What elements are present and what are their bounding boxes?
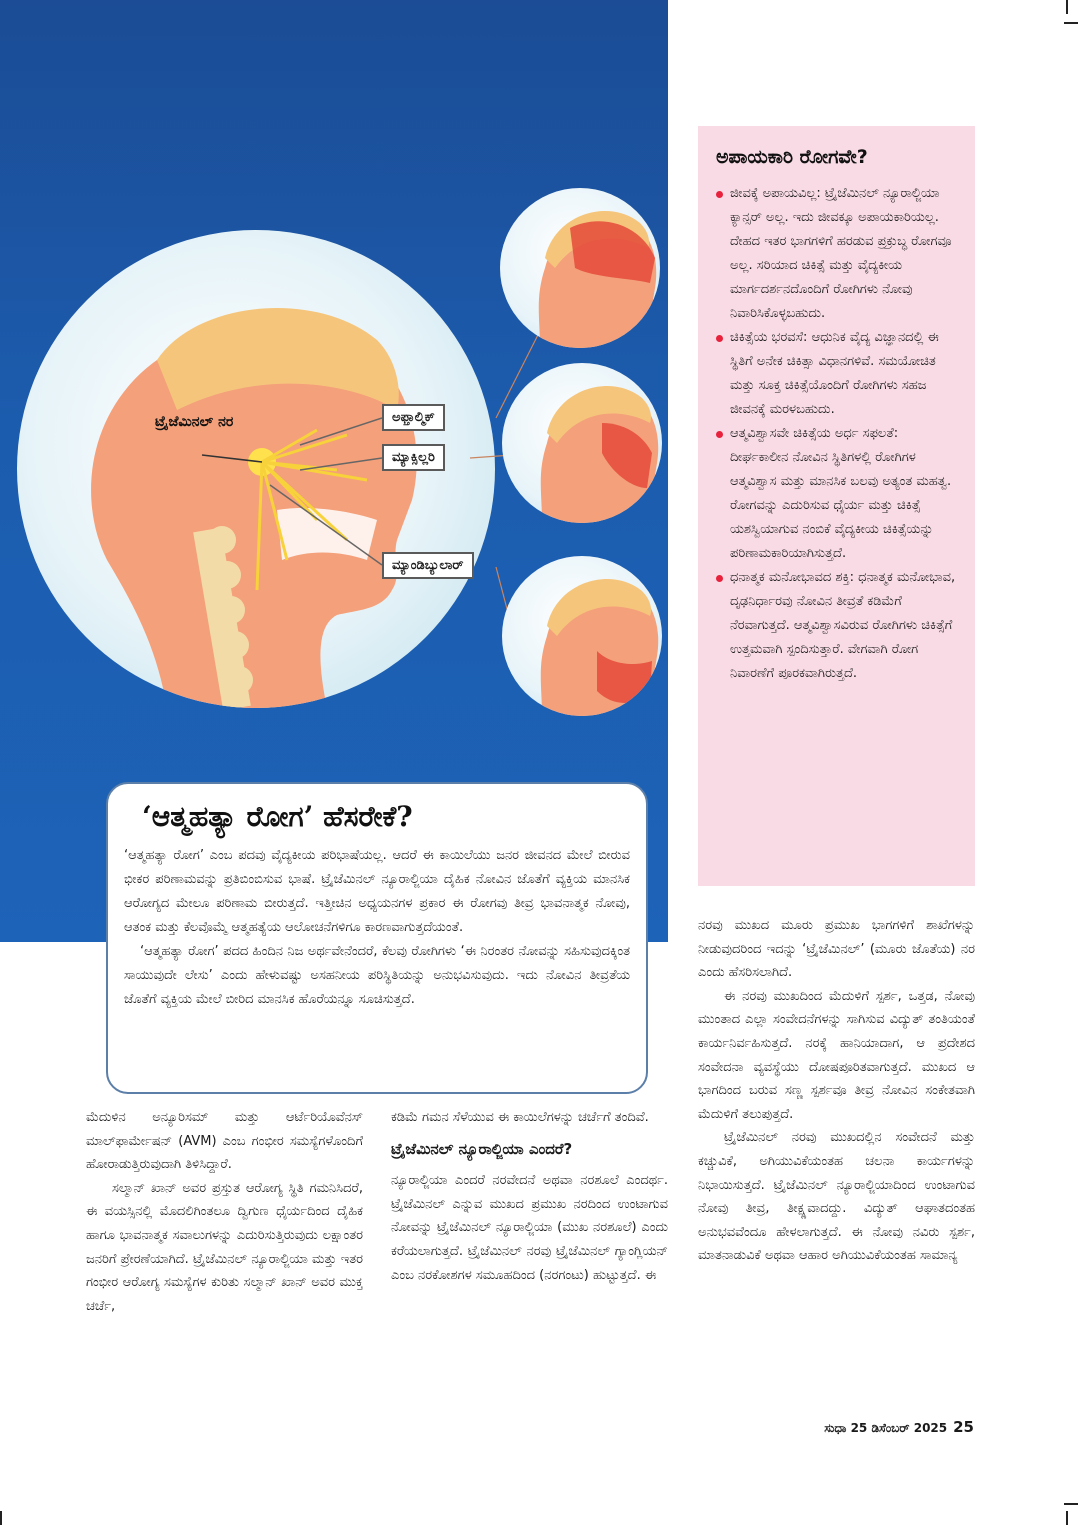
sidebar-item: ಜೀವಕ್ಕೆ ಅಪಾಯವಿಲ್ಲ: ಟ್ರೈಜೆಮಿನಲ್ ನ್ಯೂರಾಲ್ಜಿಯಾ ಕ್ಯಾನ್ಸರ್ ಅಲ್ಲ. ಇದು ಜೀವಕ್ಕೂ ಅಪಾಯಕಾರಿಯಲ್ಲ. ದೇಹದ ಇತರ ಭಾಗಗಳಿಗೆ ಹರಡುವ ಪ್ರಕ್ರುಬ್ಧ ರೋಗವೂ ಅಲ್ಲ. ಸರಿಯಾದ ಚಿಕಿತ್ಸೆ ಮತ್ತು ವೈದ್ಯಕೀಯ ಮಾರ್ಗದರ್ಶನದೊಂದಿಗೆ ರೋಗಿಗಳು ನೋವು ನಿವಾರಿಸಿಕೊಳ್ಳಬಹುದು. (716, 182, 957, 326)
nerve-label: ಟ್ರೈಜೆಮಿನಲ್ ನರ (155, 414, 234, 430)
sidebar-title: ಅಪಾಯಕಾರಿ ರೋಗವೇ? (716, 146, 868, 168)
crop-mark (1064, 1503, 1078, 1505)
suicide-disease-box (106, 782, 648, 1094)
article-paragraph: ಟ್ರೈಜೆಮಿನಲ್ ನರವು ಮುಖದಲ್ಲಿನ ಸಂವೇದನೆ ಮತ್ತು ಕಚ್ಚುವಿಕೆ, ಅಗಿಯುವಿಕೆಯಂತಹ ಚಲನಾ ಕಾರ್ಯಗಳನ್ನು ನಿಭಾಯಿಸುತ್ತದೆ. ಟ್ರೈಜೆಮಿನಲ್ ನ್ಯೂರಾಲ್ಜಿಯಾದಿಂದ ಉಂಟಾಗುವ ನೋವು ತೀವ್ರ, ತೀಕ್ಷ್ಣವಾದದ್ದು. ವಿದ್ಯುತ್ ಆಘಾತದಂತಹ ಅನುಭವವೆಂದೂ ಹೇಳಲಾಗುತ್ತದೆ. ಈ ನೋವು ನವಿರು ಸ್ಪರ್ಶ, ಮಾತನಾಡುವಿಕೆ ಅಥವಾ ಆಹಾರ ಅಗಿಯುವಿಕೆಯಂತಹ ಸಾಮಾನ್ಯ (698, 1130, 975, 1264)
danger-sidebar (698, 126, 975, 886)
crop-mark (1066, 1511, 1068, 1525)
article-paragraph: ಮೆದುಳಿನ ಅನ್ಯೂರಿಸಮ್ ಮತ್ತು ಆರ್ಟೆರಿಯೊವೆನಸ್ ಮಾಲ್‌ಫಾರ್ಮೇಷನ್ (AVM) ಎಂಬ ಗಂಭೀರ ಸಮಸ್ಯೆಗಳೊಂದಿಗೆ ಹೋರಾಡುತ್ತಿರುವುದಾಗಿ ತಿಳಿಸಿದ್ದಾರೆ. (86, 1110, 363, 1173)
crop-mark (1064, 22, 1078, 24)
callout-mandibular: ಮ್ಯಾಂಡಿಬ್ಯುಲಾರ್ (382, 552, 474, 579)
article-paragraph: ಈ ನರವು ಮುಖದಿಂದ ಮೆದುಳಿಗೆ ಸ್ಪರ್ಶ, ಒತ್ತಡ, ನೋವು ಮುಂತಾದ ಎಲ್ಲಾ ಸಂವೇದನೆಗಳನ್ನು ಸಾಗಿಸುವ ವಿದ್ಯುತ್ ತಂತಿಯಂತೆ ಕಾರ್ಯನಿರ್ವಹಿಸುತ್ತದೆ. ನರಕ್ಕೆ ಹಾನಿಯಾದಾಗ, ಆ ಪ್ರದೇಶದ ಸಂವೇದನಾ ವ್ಯವಸ್ಥೆಯು ದೋಷಪೂರಿತವಾಗುತ್ತದೆ. ಮುಖದ ಆ ಭಾಗದಿಂದ ಬರುವ ಸಣ್ಣ ಸ್ಪರ್ಶವೂ ತೀವ್ರ ನೋವಿನ ಸಂಕೇತವಾಗಿ ಮೆದುಳಿಗೆ ತಲುಪುತ್ತದೆ. (698, 988, 975, 1122)
section-heading: ಟ್ರೈಜೆಮಿನಲ್ ನ್ಯೂರಾಲ್ಜಿಯಾ ಎಂದರೆ? (391, 1139, 573, 1158)
ophthalmic-region-illustration (500, 188, 660, 348)
article-paragraph: ಸಲ್ಮಾನ್ ಖಾನ್ ಅವರ ಪ್ರಸ್ತುತ ಆರೋಗ್ಯ ಸ್ಥಿತಿ ಗಮನಿಸಿದರೆ, ಈ ವಯಸ್ಸಿನಲ್ಲಿ ಮೊದಲಿಗಿಂತಲೂ ದ್ವಿಗುಣ ಧೈರ್ಯದಿಂದ ದೈಹಿಕ ಹಾಗೂ ಭಾವನಾತ್ಮಕ ಸವಾಲುಗಳನ್ನು ಎದುರಿಸುತ್ತಿರುವುದು ಲಕ್ಷಾಂತರ ಜನರಿಗೆ ಪ್ರೇರಣೆಯಾಗಿದೆ. ಟ್ರೈಜೆಮಿನಲ್ ನ್ಯೂರಾಲ್ಜಿಯಾ ಮತ್ತು ಇತರ ಗಂಭೀರ ಆರೋಗ್ಯ ಸಮಸ್ಯೆಗಳ ಕುರಿತು ಸಲ್ಮಾನ್ ಖಾನ್ ಅವರ ಮುಕ್ತ ಚರ್ಚೆ, (86, 1180, 363, 1314)
column-2 (391, 1106, 668, 1287)
head-side-graphic (502, 363, 662, 523)
crop-mark (0, 1511, 2, 1525)
maxillary-region-illustration (502, 363, 662, 523)
infobox-title: ‘ಆತ್ಮಹತ್ಯಾ ರೋಗ’ ಹೆಸರೇಕೆ? (142, 800, 413, 833)
sidebar-item: ಚಿಕಿತ್ಸೆಯ ಭರವಸೆ: ಆಧುನಿಕ ವೈದ್ಯ ವಿಜ್ಞಾನದಲ್ಲಿ ಈ ಸ್ಥಿತಿಗೆ ಅನೇಕ ಚಿಕಿತ್ಸಾ ವಿಧಾನಗಳಿವೆ. ಸಮಯೋಚಿತ ಮತ್ತು ಸೂಕ್ತ ಚಿಕಿತ್ಸೆಯೊಂದಿಗೆ ರೋಗಿಗಳು ಸಹಜ ಜೀವನಕ್ಕೆ ಮರಳಬಹುದು. (716, 326, 957, 422)
column-1 (86, 1106, 363, 1318)
head-side-graphic (502, 556, 662, 716)
article-paragraph: ನರವು ಮುಖದ ಮೂರು ಪ್ರಮುಖ ಭಾಗಗಳಿಗೆ ಶಾಖೆಗಳನ್ನು ನೀಡುವುದರಿಂದ ಇದನ್ನು ‘ಟ್ರೈಜೆಮಿನಲ್’ (ಮೂರು ಜೊತೆಯ) ನರ ಎಂದು ಹೆಸರಿಸಲಾಗಿದೆ. (698, 918, 975, 981)
mandibular-region-illustration (502, 556, 662, 716)
sidebar-item: ಧನಾತ್ಮಕ ಮನೋಭಾವದ ಶಕ್ತಿ: ಧನಾತ್ಮಕ ಮನೋಭಾವ, ದೃಢನಿರ್ಧಾರವು ನೋವಿನ ತೀವ್ರತೆ ಕಡಿಮೆಗೆ ನೆರವಾಗುತ್ತದೆ. ಆತ್ಮವಿಶ್ವಾಸವಿರುವ ರೋಗಿಗಳು ಚಿಕಿತ್ಸೆಗೆ ಉತ್ತಮವಾಗಿ ಸ್ಪಂದಿಸುತ್ತಾರೆ. ವೇಗವಾಗಿ ರೋಗ ನಿವಾರಣೆಗೆ ಪೂರಕವಾಗಿರುತ್ತದೆ. (716, 566, 957, 686)
footer-text: ಸುಧಾ 25 ಡಿಸೆಂಬರ್ 2025 (824, 1421, 948, 1435)
callout-maxillary: ಮ್ಯಾಕ್ಸಿಲ್ಲರಿ (382, 444, 445, 471)
crop-mark (1066, 0, 1068, 14)
column-3 (698, 914, 975, 1268)
callout-ophthalmic: ಅಫ್ತಾಲ್ಮಿಕ್ (382, 404, 445, 431)
infobox-paragraph: ‘ಆತ್ಮಹತ್ಯಾ ರೋಗ’ ಎಂಬ ಪದವು ವೈದ್ಯಕೀಯ ಪರಿಭಾಷೆಯಲ್ಲ. ಆದರೆ ಈ ಕಾಯಿಲೆಯು ಜನರ ಜೀವನದ ಮೇಲೆ ಬೀರುವ ಭೀಕರ ಪರಿಣಾಮವನ್ನು ಪ್ರತಿಬಿಂಬಿಸುವ ಭಾಷೆ. ಟ್ರೈಜೆಮಿನಲ್ ನ್ಯೂರಾಲ್ಜಿಯಾ ದೈಹಿಕ ನೋವಿನ ಜೊತೆಗೆ ವ್ಯಕ್ತಿಯ ಮಾನಸಿಕ ಆರೋಗ್ಯದ ಮೇಲೂ ಪರಿಣಾಮ ಬೀರುತ್ತದೆ. ಇತ್ತೀಚಿನ ಅಧ್ಯಯನಗಳ ಪ್ರಕಾರ ಈ ರೋಗವು ತೀವ್ರ ಭಾವನಾತ್ಮಕ ನೋವು, ಆತಂಕ ಮತ್ತು ಕೆಲವೊಮ್ಮೆ ಆತ್ಮಹತ್ಯೆಯ ಆಲೋಚನೆಗಳಿಗೂ ಕಾರಣವಾಗುತ್ತದೆಯಂತೆ. (124, 848, 630, 935)
head-side-graphic (500, 188, 660, 348)
sidebar-item: ಆತ್ಮವಿಶ್ವಾಸವೇ ಚಿಕಿತ್ಸೆಯ ಅರ್ಧ ಸಫಲತೆ: ದೀರ್ಘಕಾಲೀನ ನೋವಿನ ಸ್ಥಿತಿಗಳಲ್ಲಿ ರೋಗಿಗಳ ಆತ್ಮವಿಶ್ವಾಸ ಮತ್ತು ಮಾನಸಿಕ ಬಲವು ಅತ್ಯಂತ ಮಹತ್ವ. ರೋಗವನ್ನು ಎದುರಿಸುವ ಧೈರ್ಯ ಮತ್ತು ಚಿಕಿತ್ಸೆ ಯಶಸ್ವಿಯಾಗುವ ನಂಬಿಕೆ ವೈದ್ಯಕೀಯ ಚಿಕಿತ್ಸೆಯನ್ನು ಪರಿಣಾಮಕಾರಿಯಾಗಿಸುತ್ತದೆ. (716, 422, 957, 566)
page-footer (824, 1418, 974, 1436)
sidebar-list (716, 182, 957, 686)
page-number: 25 (953, 1418, 974, 1436)
article-paragraph: ನ್ಯೂರಾಲ್ಜಿಯಾ ಎಂದರೆ ನರವೇದನೆ ಅಥವಾ ನರಶೂಲೆ ಎಂದರ್ಥ. ಟ್ರೈಜೆಮಿನಲ್ ಎನ್ನುವ ಮುಖದ ಪ್ರಮುಖ ನರದಿಂದ ಉಂಟಾಗುವ ನೋವನ್ನು ಟ್ರೈಜೆಮಿನಲ್ ನ್ಯೂರಾಲ್ಜಿಯಾ (ಮುಖ ನರಶೂಲೆ) ಎಂದು ಕರೆಯಲಾಗುತ್ತದೆ. ಟ್ರೈಜೆಮಿನಲ್ ನರವು ಟ್ರೈಜೆಮಿನಲ್ ಗ್ಯಾಂಗ್ಲಿಯನ್ ಎಂಬ ನರಕೋಶಗಳ ಸಮೂಹದಿಂದ (ನರಗಂಟು) ಹುಟ್ಟುತ್ತದೆ. ಈ (391, 1173, 668, 1283)
infobox-paragraph: ‘ಆತ್ಮಹತ್ಯಾ ರೋಗ’ ಪದದ ಹಿಂದಿನ ನಿಜ ಅರ್ಥವೇನೆಂದರೆ, ಕೆಲವು ರೋಗಿಗಳು ‘ಈ ನಿರಂತರ ನೋವನ್ನು ಸಹಿಸುವುದಕ್ಕಿಂತ ಸಾಯುವುದೇ ಲೇಸು’ ಎಂದು ಹೇಳುವಷ್ಟು ಅಸಹನೀಯ ಪರಿಸ್ಥಿತಿಯನ್ನು ಅನುಭವಿಸುವುದು. ಇದು ನೋವಿನ ತೀವ್ರತೆಯ ಜೊತೆಗೆ ವ್ಯಕ್ತಿಯ ಮೇಲೆ ಬೀರಿದ ಮಾನಸಿಕ ಹೊರೆಯನ್ನೂ ಸೂಚಿಸುತ್ತದೆ. (124, 944, 630, 1007)
article-paragraph: ಕಡಿಮೆ ಗಮನ ಸೆಳೆಯುವ ಈ ಕಾಯಿಲೆಗಳನ್ನು ಚರ್ಚೆಗೆ ತಂದಿವೆ. (391, 1110, 649, 1125)
